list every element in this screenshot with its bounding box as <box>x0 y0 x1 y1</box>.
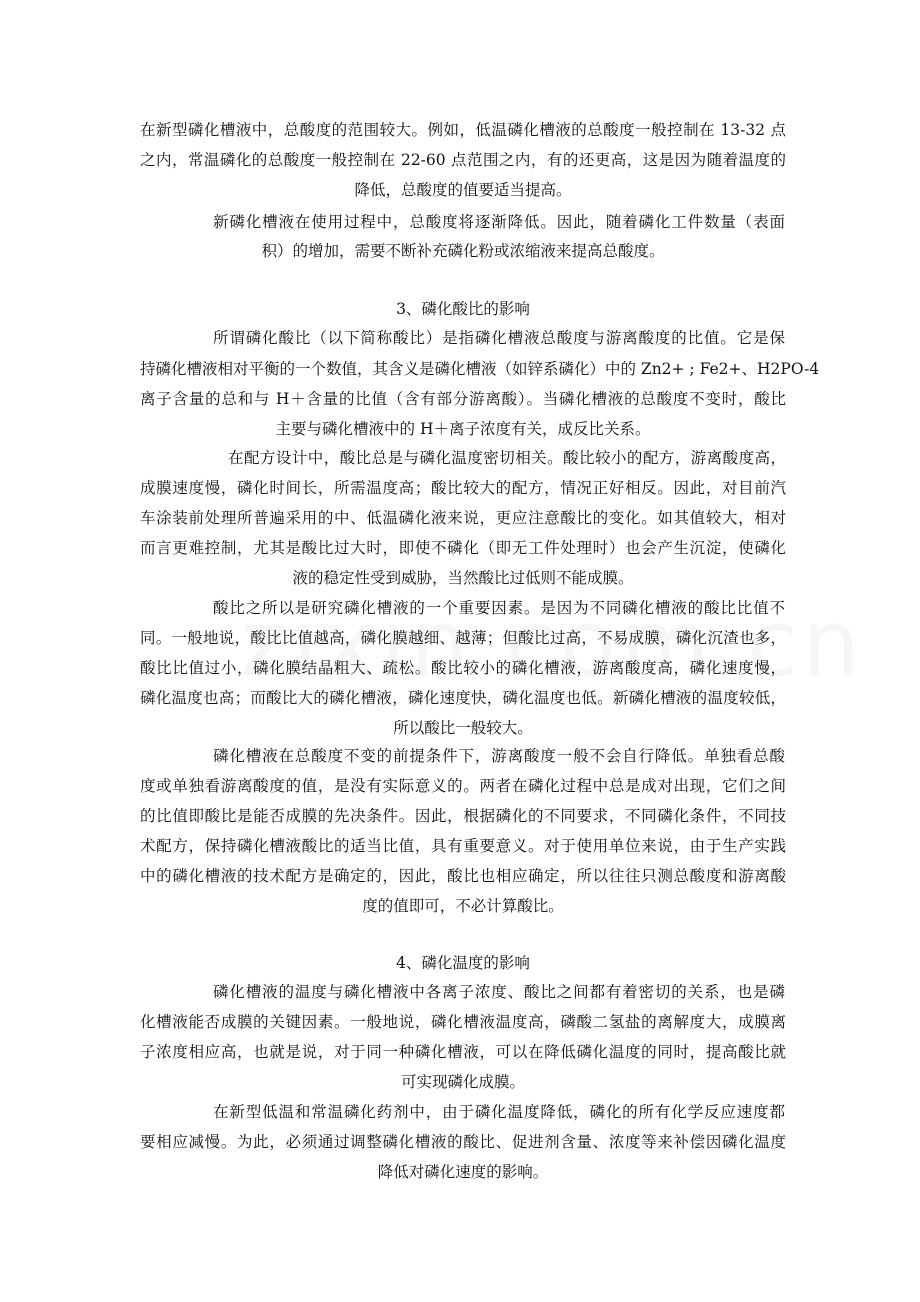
paragraph-line: 中的磷化槽液的技术配方是确定的，因此，酸比也相应确定，所以往往只测总酸度和游离酸 <box>140 867 786 885</box>
paragraph-line: 车涂装前处理所普遍采用的中、低温磷化液来说，更应注意酸比的变化。如其值较大，相对 <box>140 509 786 527</box>
paragraph-line: 在配方设计中，酸比总是与磷化温度密切相关。酸比较小的配方，游离酸度高， <box>228 449 786 467</box>
paragraph-line: 持磷化槽液相对平衡的一个数值，其含义是磷化槽液（如锌系磷化）中的 Zn2+ ; Fe2+、H2PO-4 <box>140 360 820 378</box>
paragraph-line: 磷化温度也高；而酸比大的磷化槽液，磷化速度快，磷化温度也低。新磷化槽液的温度较低， <box>140 689 786 707</box>
paragraph-line: 新磷化槽液在使用过程中，总酸度将逐渐降低。因此，随着磷化工件数量（表面 <box>213 213 785 231</box>
paragraph-line: 磷化槽液在总酸度不变的前提条件下，游离酸度一般不会自行降低。单独看总酸 <box>213 747 785 765</box>
section-heading: 4、磷化温度的影响 <box>396 954 530 972</box>
paragraph-line: 可实现磷化成膜。 <box>400 1073 525 1091</box>
paragraph-line: 积）的增加，需要不断补充磷化粉或浓缩液来提高总酸度。 <box>261 242 665 260</box>
paragraph-line: 度或单独看游离酸度的值，是没有实际意义的。两者在磷化过程中总是成对出现，它们之间 <box>140 777 786 795</box>
paragraph-line: 同。一般地说，酸比比值越高，磷化膜越细、越薄；但酸比过高，不易成膜，磷化沉渣也多， <box>140 629 786 647</box>
paragraph-line: 降低对磷化速度的影响。 <box>377 1163 549 1181</box>
paragraph-line: 而言更难控制，尤其是酸比过大时，即使不磷化（即无工件处理时）也会产生沉淀，使磷化 <box>140 539 786 557</box>
paragraph-line: 化槽液能否成膜的关键因素。一般地说，磷化槽液温度高，磷酸二氢盐的离解度大，成膜离 <box>140 1013 786 1031</box>
paragraph-line: 的比值即酸比是能否成膜的先决条件。因此，根据磷化的不同要求，不同磷化条件，不同技 <box>140 807 786 825</box>
paragraph-line: 主要与磷化槽液中的 H＋离子浓度有关，成反比关系。 <box>275 420 651 438</box>
paragraph-line: 成膜速度慢，磷化时间长，所需温度高；酸比较大的配方，情况正好相反。因此，对目前汽 <box>140 479 786 497</box>
section-heading: 3、磷化酸比的影响 <box>396 300 530 318</box>
paragraph-line: 在新型磷化槽液中，总酸度的范围较大。例如，低温磷化槽液的总酸度一般控制在 13-32 点 <box>140 121 786 139</box>
paragraph-line: 离子含量的总和与 H＋含量的比值（含有部分游离酸）。当磷化槽液的总酸度不变时，酸比 <box>140 390 786 408</box>
paragraph-line: 酸比比值过小，磷化膜结晶粗大、疏松。酸比较小的磷化槽液，游离酸度高，磷化速度慢， <box>140 659 786 677</box>
paragraph-line: 要相应减慢。为此，必须通过调整磷化槽液的酸比、促进剂含量、浓度等来补偿因磷化温度 <box>140 1133 786 1151</box>
paragraph-line: 磷化槽液的温度与磷化槽液中各离子浓度、酸比之间都有着密切的关系，也是磷 <box>213 983 785 1001</box>
paragraph-line: 降低，总酸度的值要适当提高。 <box>354 181 572 199</box>
paragraph-line: 液的稳定性受到威胁，当然酸比过低则不能成膜。 <box>292 569 634 587</box>
paragraph-line: 度的值即可，不必计算酸比。 <box>362 897 564 915</box>
paragraph-line: 子浓度相应高，也就是说，对于同一种磷化槽液，可以在降低磷化温度的同时，提高酸比就 <box>140 1043 786 1061</box>
paragraph-line: 所以酸比一般较大。 <box>393 719 533 737</box>
paragraph-line: 酸比之所以是研究磷化槽液的一个重要因素。是因为不同磷化槽液的酸比比值不 <box>213 599 785 617</box>
paragraph-line: 在新型低温和常温磷化药剂中，由于磷化温度降低，磷化的所有化学反应速度都 <box>213 1103 785 1121</box>
paragraph-line: 所谓磷化酸比（以下简称酸比）是指磷化槽液总酸度与游离酸度的比值。它是保 <box>213 329 785 347</box>
paragraph-line: 之内，常温磷化的总酸度一般控制在 22-60 点范围之内，有的还更高，这是因为随着温度的 <box>140 151 786 169</box>
paragraph-line: 术配方，保持磷化槽液酸比的适当比值，具有重要意义。对于使用单位来说，由于生产实践 <box>140 837 786 855</box>
